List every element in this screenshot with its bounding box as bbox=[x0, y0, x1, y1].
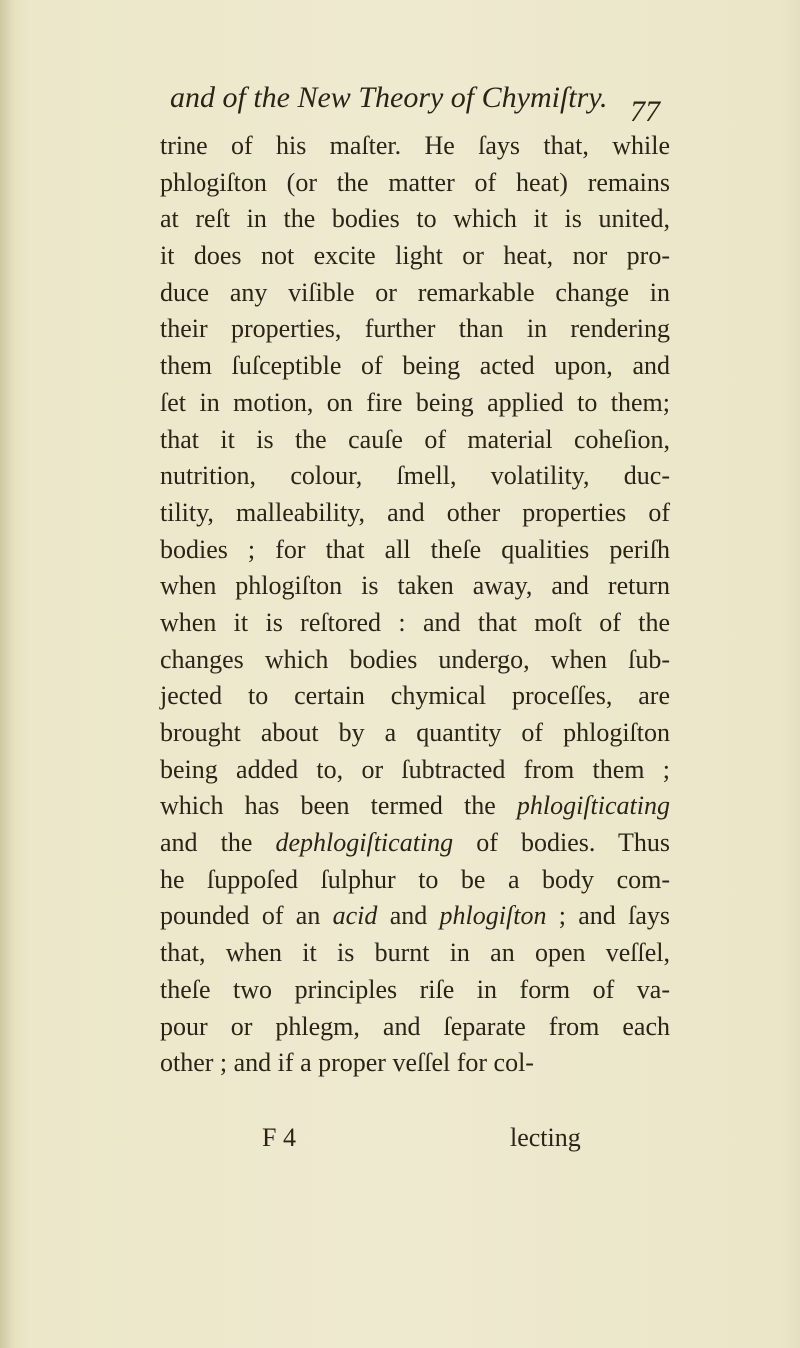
text-line: duce any viſible or remarkable change in bbox=[160, 277, 670, 307]
text-line: ſet in motion, on fire being applied to them; bbox=[160, 387, 670, 417]
text-line: he ſuppoſed ſulphur to be a body com- bbox=[160, 864, 670, 894]
page-number: 77 bbox=[630, 95, 660, 128]
text-line: and the dephlogiſticating of bodies. Thus bbox=[160, 828, 670, 858]
text-line: trine of his maſter. He ſays that, while bbox=[160, 131, 670, 160]
text-line: changes which bodies undergo, when ſub- bbox=[160, 644, 670, 674]
text-line: it does not excite light or heat, nor pro- bbox=[160, 241, 670, 271]
text-line: at reſt in the bodies to which it is united, bbox=[160, 204, 670, 234]
catchword: lecting bbox=[510, 1123, 581, 1152]
text-line: which has been termed the phlogiſticating bbox=[160, 791, 670, 821]
running-head: and of the New Theory of Chymiſtry. bbox=[170, 81, 608, 114]
text-line: nutrition, colour, ſmell, volatility, duc- bbox=[160, 461, 670, 491]
text-line: when phlogiſton is taken away, and return bbox=[160, 571, 670, 601]
signature-mark: F 4 bbox=[262, 1123, 296, 1152]
text-line: pounded of an acid and phlogiſton ; and ſays bbox=[160, 901, 670, 931]
text-line: pour or phlegm, and ſeparate from each bbox=[160, 1011, 670, 1041]
page-gutter bbox=[0, 0, 14, 1348]
text-line: other ; and if a proper veſſel for col- bbox=[160, 1048, 534, 1078]
text-line: being added to, or ſubtracted from them ; bbox=[160, 754, 670, 784]
text-line: that, when it is burnt in an open veſſel, bbox=[160, 938, 670, 968]
text-line: brought about by a quantity of phlogiſton bbox=[160, 718, 670, 747]
body-text bbox=[160, 128, 670, 1082]
text-line: when it is reſtored : and that moſt of the bbox=[160, 607, 670, 637]
text-line: their properties, further than in rendering bbox=[160, 314, 670, 344]
text-line: theſe two principles riſe in form of va- bbox=[160, 974, 670, 1004]
text-line: bodies ; for that all theſe qualities periſh bbox=[160, 534, 670, 564]
text-line: phlogiſton (or the matter of heat) remains bbox=[160, 167, 670, 197]
catchline bbox=[262, 1120, 670, 1156]
text-line: tility, malleability, and other properties of bbox=[160, 497, 670, 527]
text-line: them ſuſceptible of being acted upon, and bbox=[160, 351, 670, 381]
text-line: that it is the cauſe of material coheſion, bbox=[160, 424, 670, 454]
text-line: jected to certain chymical proceſſes, are bbox=[160, 681, 670, 711]
